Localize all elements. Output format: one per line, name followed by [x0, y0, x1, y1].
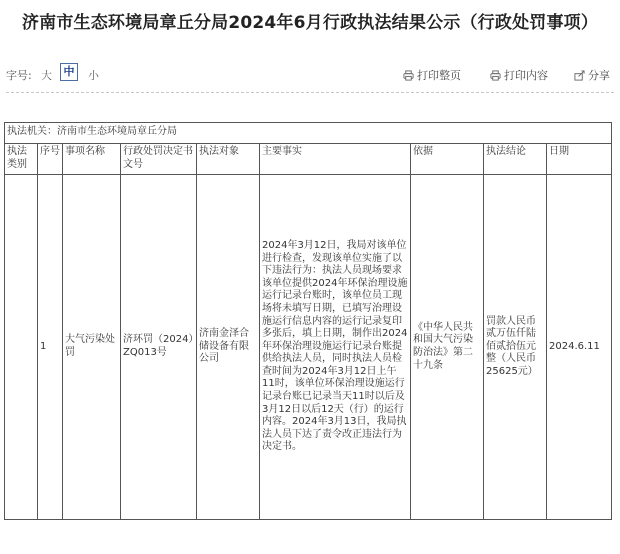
- results-table-wrapper: [4, 122, 611, 520]
- font-size-small[interactable]: 小: [88, 69, 99, 82]
- cell-facts: 2024年3月12日，我局对该单位进行检查，发现该单位实施了以下违法行为：执法人员现场要求该单位提供2024年环保治理设施运行记录台账时，该单位员工现场将未填写日期，已填写治理设施运行信息内容的运行记录复印多张后，填上日期，制作出2024年环保治理设施运行记录台账提供给执法人员，同时执法人员检查时间为2024年3月12日上午11时，该单位环保治理设施运行记录台账已记录当天11时以后及3月12日以后12天（行）的运行内容。2024年3月13日，我局执法人员下达了责令改正违法行为决定书。: [260, 175, 411, 520]
- header-date: 日期: [547, 144, 612, 175]
- cell-target: 济南金泽合储设备有限公司: [197, 175, 260, 520]
- print-page-label: 打印整页: [417, 69, 461, 82]
- print-content-label: 打印内容: [504, 69, 548, 82]
- results-table: [4, 122, 612, 520]
- cell-basis: 《中华人民共和国大气污染防治法》第二十九条: [411, 175, 484, 520]
- divider: [6, 92, 614, 93]
- print-content-button[interactable]: [490, 67, 548, 83]
- table-row: [5, 175, 612, 520]
- header-facts: 主要事实: [260, 144, 411, 175]
- toolbar: [0, 62, 620, 86]
- font-size-medium[interactable]: 中: [60, 63, 78, 81]
- cell-item: 大气污染处罚: [63, 175, 121, 520]
- font-size-large[interactable]: 大: [41, 69, 52, 82]
- printer-icon: [403, 70, 414, 81]
- cell-doc-no: 济环罚（2024）ZQ013号: [121, 175, 197, 520]
- cell-conclusion: 罚款人民币贰万伍仟陆佰贰拾伍元整（人民币25625元）: [484, 175, 547, 520]
- printer-icon: [490, 70, 501, 81]
- header-category: 执法类别: [5, 144, 38, 175]
- header-item: 事项名称: [63, 144, 121, 175]
- print-page-button[interactable]: [403, 67, 461, 83]
- table-header-row: [5, 144, 612, 175]
- font-size-label: 字号:: [6, 69, 32, 82]
- header-basis: 依据: [411, 144, 484, 175]
- header-target: 执法对象: [197, 144, 260, 175]
- header-seq: 序号: [38, 144, 63, 175]
- cell-seq: 1: [38, 175, 63, 520]
- header-doc-no: 行政处罚决定书文号: [121, 144, 197, 175]
- share-button[interactable]: [574, 67, 610, 83]
- share-label: 分享: [588, 69, 610, 82]
- share-icon: [574, 70, 585, 81]
- page-title: 济南市生态环境局章丘分局2024年6月行政执法结果公示（行政处罚事项）: [21, 13, 599, 33]
- cell-date: 2024.6.11: [547, 175, 612, 520]
- agency-row: 执法机关：济南市生态环境局章丘分局: [5, 123, 612, 144]
- cell-category: [5, 175, 38, 520]
- header-conclusion: 执法结论: [484, 144, 547, 175]
